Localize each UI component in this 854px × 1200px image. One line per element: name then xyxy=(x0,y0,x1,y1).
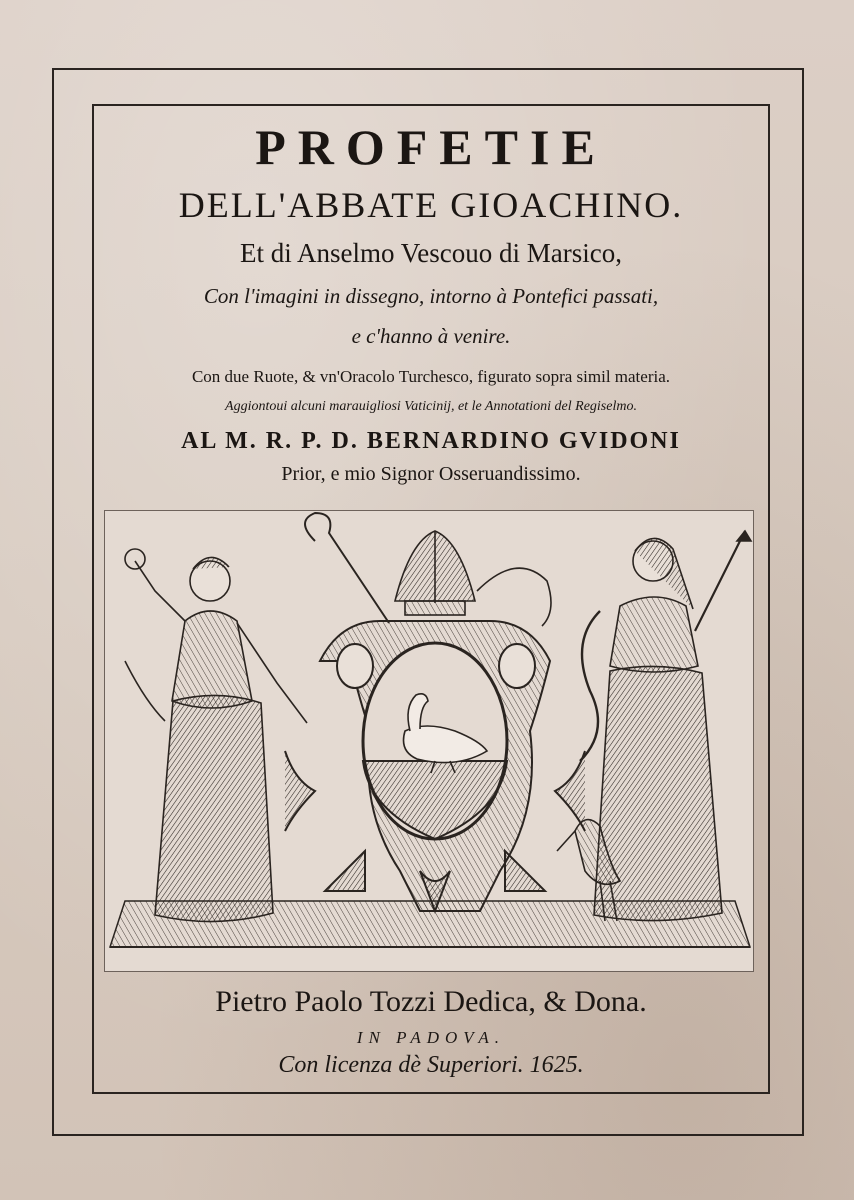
bishop-mitre xyxy=(395,531,551,626)
book-title: PROFETIE xyxy=(255,119,607,175)
left-allegorical-figure xyxy=(125,549,307,922)
book-subtitle: DELL'ABBATE GIOACHINO. xyxy=(178,185,684,225)
engraved-plate xyxy=(104,510,754,972)
description-line-3: Con due Ruote, & vn'Oracolo Turchesco, figurato sopra simil materia. xyxy=(191,367,671,386)
description-line-2: e c'hanno à venire. xyxy=(351,324,511,348)
coat-of-arms-cartouche xyxy=(285,621,585,911)
imprint-place: IN PADOVA. xyxy=(356,1028,506,1047)
dedicatee: AL M. R. P. D. BERNARDINO GVIDONI xyxy=(181,428,681,454)
description-line-4: Aggiontoui alcuni marauigliosi Vaticinij, et le Annotationi del Regiselmo. xyxy=(225,399,637,414)
publisher-line: Pietro Paolo Tozzi Dedica, & Dona. xyxy=(215,985,647,1018)
crosier xyxy=(305,513,389,623)
license-and-year: Con licenza dè Superiori. 1625. xyxy=(278,1052,584,1078)
description-line-1: Con l'imagini in dissegno, intorno à Pontefici passati, xyxy=(203,284,659,308)
dedicatee-title: Prior, e mio Signor Osseruandissimo. xyxy=(281,463,581,485)
author-line: Et di Anselmo Vescouo di Marsico, xyxy=(240,238,622,268)
engraving-illustration xyxy=(105,511,754,972)
